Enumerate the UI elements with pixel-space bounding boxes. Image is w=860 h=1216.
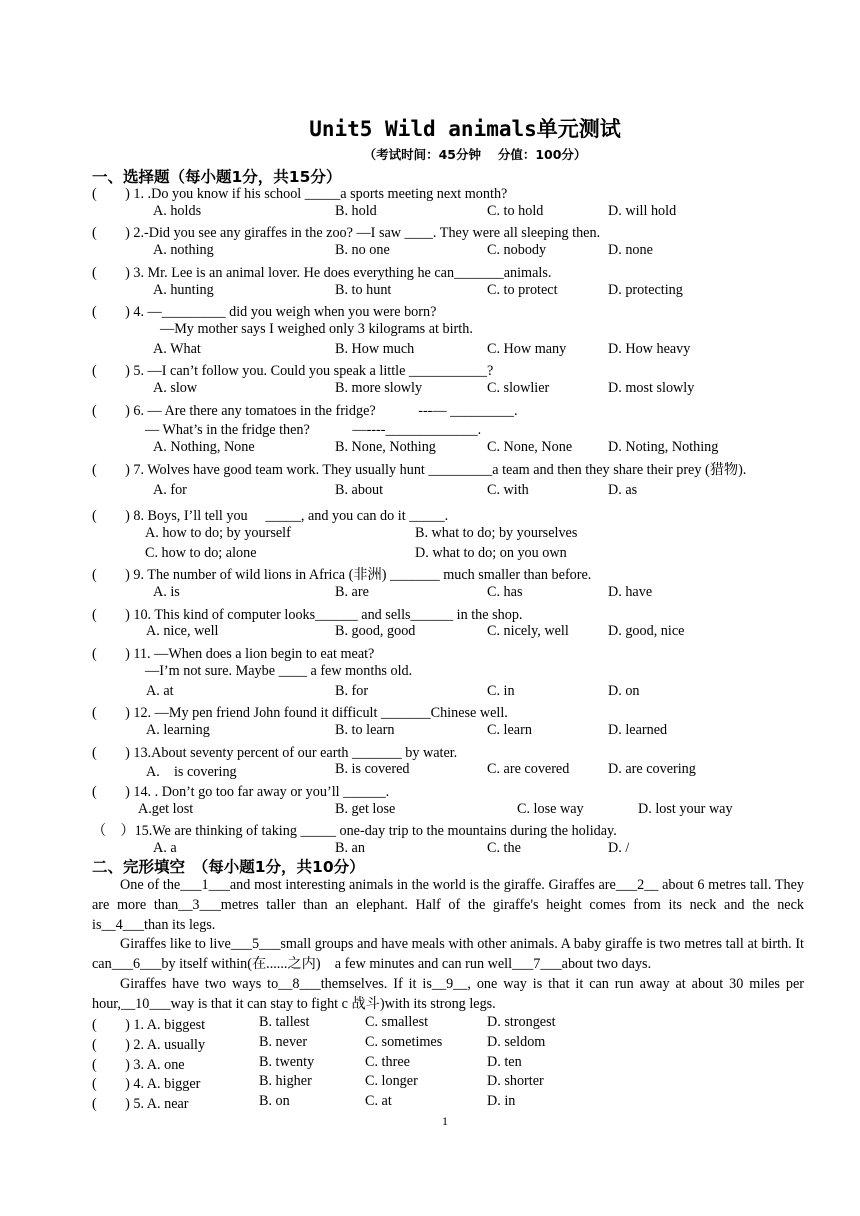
answer-option: C. to protect [487,281,558,298]
answer-option: A. What [153,340,201,357]
cloze-paragraph: One of the___1___and most interesting animals in the world is the giraffe. Giraffes are___2__ about 6 metres tall. They are more than__3___metres taller than an elephant. Half of the giraffe's height comes from its neck and the neck is__4___than its legs. [92,877,804,933]
answer-option: B. get lose [335,800,396,817]
answer-option: D. good, nice [608,623,685,640]
question-stem-continued: —I’m not sure. Maybe ____ a few months old. [145,662,413,679]
answer-option: D. most slowly [608,380,695,396]
answer-option: A. Nothing, None [153,439,255,456]
answer-option: A. at [146,682,174,699]
question-stem: ( ) 10. This kind of computer looks______ and sells______ in the shop. [92,606,523,623]
answer-option: C. smallest [365,1014,429,1030]
question-stem: ( ) 8. Boys, I’ll tell you _____, and you can do it _____. [92,508,449,525]
answer-option: B. no one [335,242,390,259]
section1-heading: 一、选择题（每小题1分，共15分） [92,168,342,186]
answer-option: C. lose way [517,800,584,817]
answer-option: B. to learn [335,721,395,738]
answer-option: A.get lost [138,800,194,817]
answer-option: A. learning [146,721,210,738]
cloze-question: ( ) 2. A. usually [92,1036,206,1053]
question-stem: ( ) 3. Mr. Lee is an animal lover. He does everything he can_______animals. [92,264,552,281]
answer-option: A. slow [153,380,198,396]
answer-option: D. will hold [608,202,677,219]
answer-option: B. are [335,584,369,600]
answer-option: C. how to do; alone [145,544,257,561]
cloze-passage [92,876,804,1015]
question-stem: ( ) 7. Wolves have good team work. They usually hunt _________a team and then they share their prey (猎物). [92,461,747,478]
answer-option: C. sometimes [365,1033,443,1050]
answer-option: C. to hold [487,202,544,219]
question-stem: ( ) 11. —When does a lion begin to eat meat? [92,646,375,663]
answer-option: D. on [608,682,640,699]
answer-option: D. / [608,840,630,857]
answer-option: D. lost your way [638,800,733,817]
answer-option: A. is covering [146,764,237,781]
answer-option: C. are covered [487,761,570,778]
answer-option: A. holds [153,202,202,219]
question-stem: ( ) 13.About seventy percent of our earth _______ by water. [92,744,458,761]
answer-option: C. the [487,840,521,857]
answer-option: D. protecting [608,281,683,298]
answer-option: C. three [365,1053,410,1070]
answer-option: C. in [487,682,515,699]
answer-option: B. twenty [259,1053,315,1070]
answer-option: B. about [335,481,384,498]
cloze-question: ( ) 1. A. biggest [92,1017,206,1033]
question-stem-continued: —My mother says I weighed only 3 kilograms at birth. [160,320,473,337]
answer-option: D. shorter [487,1073,544,1090]
page-number: 1 [442,1114,448,1128]
cloze-paragraph: Giraffes have two ways to__8___themselves. If it is__9__, one way is that it can run away at about 30 miles per hour,__10___way is that it can stay to fight c 战斗)with its strong legs. [92,975,804,1012]
question-stem: ( ) 6. — Are there any tomatoes in the fridge? ---— _________. [92,402,518,419]
answer-option: B. for [335,682,369,699]
answer-option: D. none [608,242,653,259]
answer-option: B. more slowly [335,380,423,396]
answer-option: C. nobody [487,242,547,259]
answer-option: D. as [608,481,638,498]
answer-option: C. None, None [487,439,573,456]
question-stem: ( ) 14. . Don’t go too far away or you’ll ______. [92,784,390,800]
answer-option: A. hunting [153,281,214,298]
answer-option: C. with [487,481,529,498]
question-stem: ( ) 12. —My pen friend John found it difficult _______Chinese well. [92,705,508,722]
answer-option: B. to hunt [335,281,392,298]
section2-heading: 二、完形填空 （每小题1分，共10分） [92,858,365,876]
cloze-question: ( ) 5. A. near [92,1096,189,1113]
answer-option: B. never [259,1033,308,1050]
answer-option: C. longer [365,1073,418,1090]
answer-option: B. How much [335,340,415,357]
answer-option: B. None, Nothing [335,439,436,456]
answer-option: C. slowlier [487,380,550,396]
cloze-paragraph: Giraffes like to live___5___small groups and have meals with other animals. A baby giraffe is two metres tall at birth. It can___6___by itself within(在......之内) a few minutes and can run well___7___about two days. [92,936,804,973]
answer-option: A. is [153,584,180,600]
question-stem: ( ) 9. The number of wild lions in Africa (非洲) _______ much smaller than before. [92,567,592,584]
cloze-question: ( ) 4. A. bigger [92,1076,201,1093]
answer-option: B. tallest [259,1014,310,1030]
question-stem-continued: — What’s in the fridge then? —----_____________. [145,422,482,439]
answer-option: D. have [608,584,653,600]
question-stem: ( ) 2.-Did you see any giraffes in the zoo? —I saw ____. They were all sleeping then. [92,225,601,242]
answer-option: C. at [365,1093,392,1110]
page-title: Unit5 Wild animals单元测试 [309,117,621,141]
answer-option: C. learn [487,721,532,738]
question-stem: ( ) 1. .Do you know if his school _____a sports meeting next month? [92,186,508,202]
question-stem: ( ) 4. —_________ did you weigh when you were born? [92,304,437,321]
answer-option: C. How many [487,340,567,357]
answer-option: B. good, good [335,623,416,640]
answer-option: D. How heavy [608,340,691,357]
question-stem: （ ）15.We are thinking of taking _____ one-day trip to the mountains during the holiday. [92,823,617,840]
exam-info: （考试时间：45分钟 分值：100分） [363,147,587,162]
answer-option: B. on [259,1093,290,1110]
question-stem: ( ) 5. —I can’t follow you. Could you speak a little ___________? [92,363,494,380]
answer-option: B. hold [335,202,377,219]
answer-option: B. is covered [335,761,410,778]
answer-option: D. ten [487,1053,522,1070]
answer-option: A. a [153,840,177,857]
answer-option: D. what to do; on you own [415,544,567,561]
answer-option: D. strongest [487,1014,556,1030]
answer-option: D. Noting, Nothing [608,439,719,456]
answer-option: D. in [487,1093,516,1110]
answer-option: D. seldom [487,1033,546,1050]
answer-option: C. nicely, well [487,623,569,640]
answer-option: A. nice, well [146,623,219,640]
answer-option: A. how to do; by yourself [145,524,291,541]
answer-option: D. are covering [608,761,696,778]
answer-option: C. has [487,584,523,600]
answer-option: D. learned [608,721,668,738]
answer-option: A. for [153,481,187,498]
cloze-question: ( ) 3. A. one [92,1056,185,1073]
answer-option: B. what to do; by yourselves [415,524,578,541]
answer-option: B. an [335,840,365,857]
answer-option: A. nothing [153,242,214,259]
answer-option: B. higher [259,1073,312,1090]
